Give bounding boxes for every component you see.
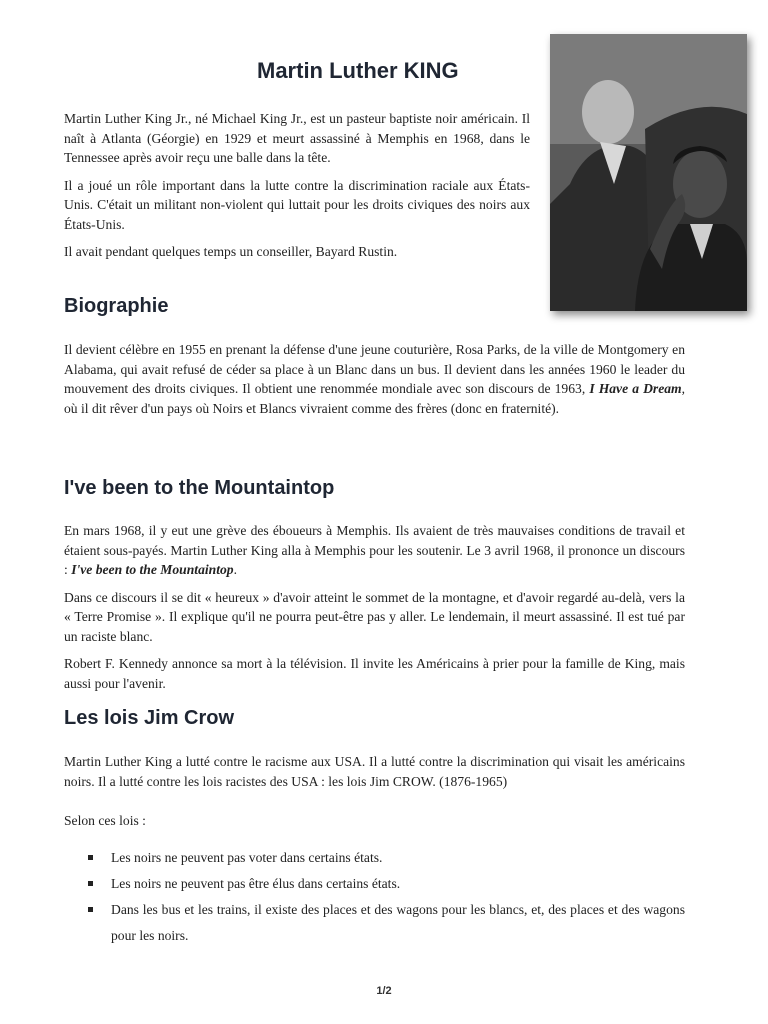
intro-paragraph: Il a joué un rôle important dans la lutte contre la discrimination raciale aux États-Unis. C'était un militant non-violent qui luttait pour les droits civiques des noirs aux États-Unis.	[64, 177, 530, 232]
speech-title: I Have a Dream	[589, 381, 682, 396]
jim-crow-section	[64, 752, 685, 839]
bullet-square-icon	[88, 881, 93, 886]
jim-crow-intro: Selon ces lois :	[64, 813, 146, 828]
heading-mountaintop: I've been to the Mountaintop	[64, 477, 335, 499]
page-number: 1/2	[376, 985, 392, 997]
jim-crow-paragraph: Martin Luther King a lutté contre le racisme aux USA. Il a lutté contre la discrimination qui visait les américains noirs. Il a lutté contre les lois racistes des USA : les lois Jim CROW. (1876-1965)	[64, 754, 685, 789]
mountaintop-paragraph: Dans ce discours il se dit « heureux » d'avoir atteint le sommet de la montagne, et d'avoir regardé au-delà, vers la « Terre Promise ». Il explique qu'il ne pourra peut-être pas y aller. Le lendemain, il meurt assassiné. Il est tué par un raciste blanc.	[64, 589, 685, 644]
jim-crow-list	[64, 845, 685, 949]
list-item-text: Les noirs ne peuvent pas être élus dans certains états.	[111, 876, 401, 891]
list-item-text: Dans les bus et les trains, il existe des places et des wagons pour les blancs, et, des places et des wagons pour les noirs.	[111, 902, 685, 943]
list-item-text: Les noirs ne peuvent pas voter dans certains états.	[111, 850, 383, 865]
page-title: Martin Luther KING	[257, 58, 459, 83]
biographie-section	[64, 340, 685, 426]
heading-jim-crow: Les lois Jim Crow	[64, 707, 235, 729]
intro-paragraph: Il avait pendant quelques temps un conseiller, Bayard Rustin.	[64, 244, 398, 259]
list-item	[64, 897, 685, 949]
list-item	[64, 871, 685, 897]
mountaintop-section	[64, 521, 685, 701]
bullet-square-icon	[88, 855, 93, 860]
mountaintop-text: En mars 1968, il y eut une grève des éboueurs à Memphis. Ils avaient de très mauvaises conditions de travail et étaient sous-payés. Martin Luther King alla à Memphis pour les soutenir. Le 3 avril 1968, il prononce un discours :	[64, 523, 685, 577]
bullet-square-icon	[88, 907, 93, 912]
intro-paragraph: Martin Luther King Jr., né Michael King Jr., est un pasteur baptiste noir américain. Il naît à Atlanta (Géorgie) en 1929 et meurt assassiné à Memphis en 1968, dans le Tennessee après avoir reçu une balle dans la tête.	[64, 111, 530, 165]
biographie-paragraph	[64, 340, 685, 418]
intro-section	[64, 109, 530, 270]
biographie-text-end: , où il dit rêver d'un pays où Noirs et Blancs vivraient comme des frères (donc en fraternité).	[64, 381, 686, 416]
biographie-text: Il devient célèbre en 1955 en prenant la défense d'une jeune couturière, Rosa Parks, de la ville de Montgomery en Alabama, qui avait refusé de céder sa place à un Blanc dans un bus. Il devient dans les années 1960 le leader du mouvement des droits civiques. Il obtient une renommée mondiale avec son discours de 1963,	[64, 342, 685, 396]
mountaintop-paragraph: Robert F. Kennedy annonce sa mort à la télévision. Il invite les Américains à prier pour la famille de King, mais aussi pour l'avenir.	[64, 656, 685, 691]
mountaintop-text-end: .	[233, 562, 237, 577]
mountaintop-paragraph	[64, 521, 685, 580]
list-item	[64, 845, 685, 871]
speech-title: I've been to the Mountaintop	[71, 562, 234, 577]
heading-biographie: Biographie	[64, 295, 169, 317]
